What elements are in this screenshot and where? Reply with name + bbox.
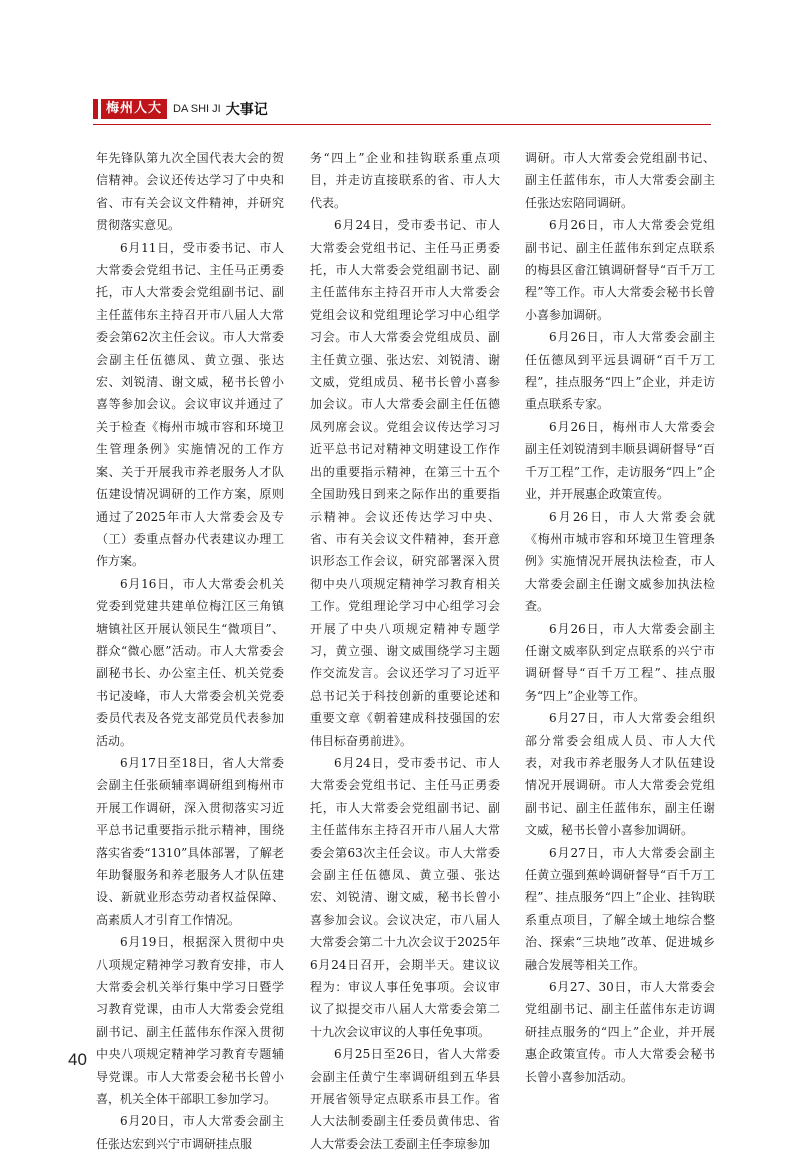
paragraph: 6月24日，受市委书记、市人大常委会党组书记、主任马正勇委托，市人大常委会党组副书记、副主任蓝伟东主持召开市人大常委会党组会议和党组理论学习中心组学习会。市人大常委会党组成员、副主任黄立强、张达宏、刘锐清、谢文威，党组成员、秘书长曾小喜参加会议。市人大常委会副主任伍德凤列席会议。党组会议传达学习习近平总书记对精神文明建设工作作出的重要指示精神，在第三十五个全国助残日到来之际作出的重要指示精神。会议还传达学习中央、省、市有关会议文件精神，套开意识形态工作会议，研究部署深入贯彻中央八项规定精神学习教育相关工作。党组理论学习中心组学习会开展了中央八项规定精神专题学习，黄立强、谢文威围绕学习主题作交流发言。会议还学习了习近平总书记关于科技创新的重要论述和重要文章《朝着建成科技强国的宏伟目标奋勇前进》。 (310, 218, 500, 748)
paragraph: 6月26日，梅州市人大常委会副主任刘锐清到丰顺县调研督导“百千万工程”工作，走访服务“四上”企业，并开展惠企政策宣传。 (525, 419, 715, 502)
paragraph: 6月19日，根据深入贯彻中央八项规定精神学习教育安排，市人大常委会机关举行集中学习日暨学习教育党课，由市人大常委会党组副书记、副主任蓝伟东作深入贯彻中央八项规定精神学习教育专题辅导党课。市人大常委会秘书长曾小喜，机关全体干部职工参加学习。 (96, 935, 284, 1107)
paragraph: 6月27日，市人大常委会副主任黄立强到蕉岭调研督导“百千万工程”、挂点服务“四上”企业、挂钩联系重点项目，了解全域土地综合整治、探索“三块地”改革、促进城乡融合发展等相关工作。 (525, 845, 715, 972)
paragraph: 务“四上”企业和挂钩联系重点项目，并走访直接联系的省、市人大代表。 (310, 151, 500, 210)
paragraph: 6月20日，市人大常委会副主任张达宏到兴宁市调研挂点服 (96, 1114, 284, 1151)
paragraph: 6月24日，受市委书记、市人大常委会党组书记、主任马正勇委托，市人大常委会党组副书记、副主任蓝伟东主持召开市八届人大常委会第63次主任会议。市人大常委会副主任伍德凤、黄立强、张达宏、刘锐清、谢文威，秘书长曾小喜参加会议。会议决定，市八届人大常委会第二十九次会议于2025年6月24日召开，会期半天。建议议程为：审议人事任免事项。会议审议了拟提交市八届人大常委会第二十九次会议审议的人事任免事项。 (310, 755, 500, 1039)
paragraph: 6月11日，受市委书记、市人大常委会党组书记、主任马正勇委托，市人大常委会党组副书记、副主任蓝伟东主持召开市八届人大常委会第62次主任会议。市人大常委会副主任伍德凤、黄立强、张达宏、刘锐清、谢文威，秘书长曾小喜等参加会议。会议审议并通过了关于检查《梅州市城市容和环境卫生管理条例》实施情况的工作方案、关于开展我市养老服务人才队伍建设情况调研的工作方案，原则通过了2025年市人大常委会及专（工）委重点督办代表建议办理工作方案。 (96, 240, 284, 569)
paragraph: 6月26日，市人大常委会副主任谢文威率队到定点联系的兴宁市调研督导“百千万工程”、挂点服务“四上”企业等工作。 (525, 621, 715, 703)
paragraph: 6月17日至18日，省人大常委会副主任张硕辅率调研组到梅州市开展工作调研，深入贯彻落实习近平总书记重要指示批示精神，围绕落实省委“1310”具体部署，了解老年助餐服务和养老服务人才队伍建设、新就业形态劳动者权益保障、高素质人才引育工作情况。 (96, 755, 284, 927)
paragraph: 6月26日，市人大常委会就《梅州市城市容和环境卫生管理条例》实施情况开展执法检查，市人大常委会副主任谢文威参加执法检查。 (525, 509, 715, 614)
paragraph: 调研。市人大常委会党组副书记、副主任蓝伟东，市人大常委会副主任张达宏陪同调研。 (525, 151, 715, 210)
page-number: 40 (68, 1050, 87, 1069)
paragraph: 年先锋队第九次全国代表大会的贺信精神。会议还传达学习了中央和省、市有关会议文件精神，并研究贯彻落实意见。 (96, 151, 284, 233)
text-column-2 (310, 147, 500, 1155)
section-latin: DA SHI JI (173, 103, 221, 115)
paragraph: 6月16日，市人大常委会机关党委到党建共建单位梅江区三角镇塘镇社区开展认领民生“微项目”、群众“微心愿”活动。市人大常委会副秘书长、办公室主任、机关党委书记凌峰，市人大常委会机关党委委员代表及各党支部党员代表参加活动。 (96, 576, 284, 748)
section-header (93, 98, 268, 120)
paragraph: 6月26日，市人大常委会副主任伍德凤到平远县调研“百千万工程”，挂点服务“四上”企业，并走访重点联系专家。 (525, 330, 715, 412)
paragraph: 6月27、30日，市人大常委会党组副书记、副主任蓝伟东走访调研挂点服务的“四上”企业，并开展惠企政策宣传。市人大常委会秘书长曾小喜参加活动。 (525, 980, 715, 1084)
paragraph: 6月25日至26日，省人大常委会副主任黄宁生率调研组到五华县开展省领导定点联系市县工作。省人大法制委副主任委员黄伟忠、省人大常委会法工委副主任李琼参加 (310, 1047, 500, 1151)
section-title: 大事记 (225, 102, 268, 118)
text-column-3 (525, 147, 715, 1088)
header-accent-bar (93, 99, 98, 119)
header-rule (93, 124, 711, 125)
paragraph: 6月27日，市人大常委会组织部分常委会组成人员、市人大代表，对我市养老服务人才队伍建设情况开展调研。市人大常委会党组副书记、副主任蓝伟东，副主任谢文威，秘书长曾小喜参加调研。 (525, 711, 715, 838)
paragraph: 6月26日，市人大常委会党组副书记、副主任蓝伟东到定点联系的梅县区畲江镇调研督导“百千万工程”等工作。市人大常委会秘书长曾小喜参加调研。 (525, 218, 715, 322)
text-column-1 (96, 147, 284, 1155)
magazine-badge: 梅州人大 (101, 99, 167, 119)
